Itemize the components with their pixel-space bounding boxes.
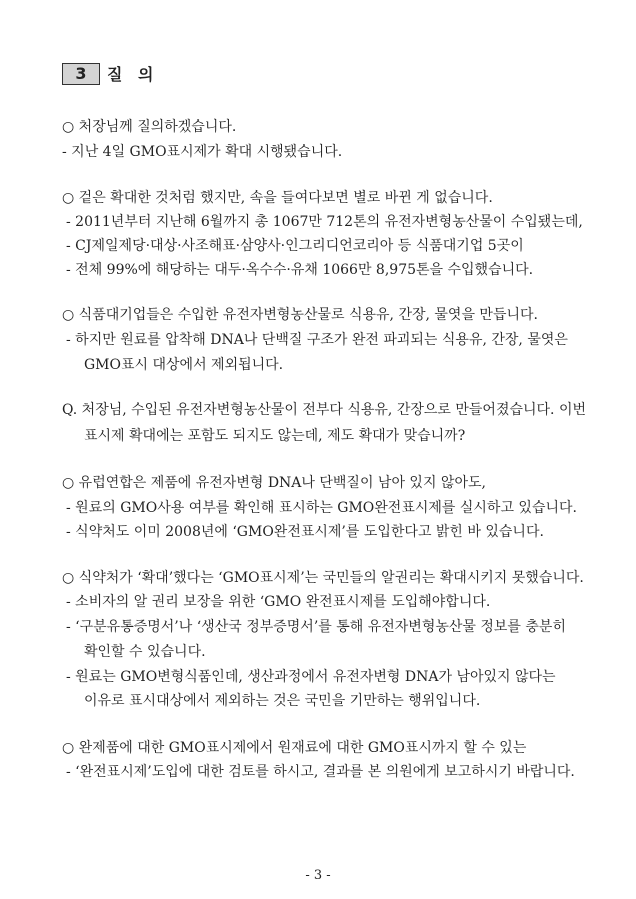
bullet-line: ○ 겉은 확대한 것처럼 했지만, 속을 들여다보면 별로 바뀐 게 없습니다. — [62, 190, 493, 206]
dash-line: - ‘구분유통증명서’나 ‘생산국 정부증명서’를 통해 유전자변형농산물 정보를 충분히 — [66, 619, 566, 635]
continuation-line: 표시제 확대에는 포함도 되지도 않는데, 제도 확대가 맞습니까? — [84, 428, 466, 444]
dash-line: - 소비자의 알 권리 보장을 위한 ‘GMO 완전표시제를 도입해야합니다. — [66, 594, 491, 610]
bullet-line: ○ 유럽연합은 제품에 유전자변형 DNA나 단백질이 남아 있지 않아도, — [62, 475, 486, 491]
dash-line: - 전체 99%에 해당하는 대두·옥수수·유채 1066만 8,975톤을 수입했습니다. — [66, 262, 534, 278]
continuation-line: GMO표시 대상에서 제외됩니다. — [84, 357, 284, 373]
page-number: - 3 - — [305, 868, 331, 883]
dash-line: - 2011년부터 지난해 6월까지 총 1067만 712톤의 유전자변형농산물이 수입됐는데, — [66, 214, 583, 230]
bullet-line: ○ 식품대기업들은 수입한 유전자변형농산물로 식용유, 간장, 물엿을 만듭니다. — [62, 307, 538, 323]
dash-line: - CJ제일제당·대상·사조해표·삼양사·인그리디언코리아 등 식품대기업 5곳이 — [66, 238, 524, 254]
continuation-line: 확인할 수 있습니다. — [84, 644, 206, 660]
bullet-line: ○ 완제품에 대한 GMO표시제에서 원재료에 대한 GMO표시까지 할 수 있는 — [62, 740, 527, 756]
section-title: 질 의 — [107, 65, 159, 84]
dash-line: - 원료는 GMO변형식품인데, 생산과정에서 유전자변형 DNA가 남아있지 않다는 — [66, 669, 556, 685]
continuation-line: 이유로 표시대상에서 제외하는 것은 국민을 기만하는 행위입니다. — [84, 693, 481, 709]
dash-line: - 하지만 원료를 압착해 DNA나 단백질 구조가 완전 파괴되는 식용유, 간장, 물엿은 — [66, 332, 568, 348]
dash-line: - 지난 4일 GMO표시제가 확대 시행됐습니다. — [62, 144, 343, 160]
bullet-line: ○ 처장님께 질의하겠습니다. — [62, 119, 237, 135]
section-heading — [62, 62, 158, 85]
bullet-line: ○ 식약처가 ‘확대’했다는 ‘GMO표시제’는 국민들의 알권리는 확대시키지 못했습니다. — [62, 570, 584, 586]
dash-line: - 식약처도 이미 2008년에 ‘GMO완전표시제’를 도입한다고 밝힌 바 있습니다. — [66, 524, 544, 540]
section-number-box: 3 — [62, 63, 100, 85]
dash-line: - 원료의 GMO사용 여부를 확인해 표시하는 GMO완전표시제를 실시하고 있습니다. — [66, 500, 577, 516]
dash-line: - ‘완전표시제’도입에 대한 검토를 하시고, 결과를 본 의원에게 보고하시기 바랍니다. — [66, 764, 575, 780]
question-line: Q. 처장님, 수입된 유전자변형농산물이 전부다 식용유, 간장으로 만들어졌습니다. 이번 — [62, 402, 586, 418]
